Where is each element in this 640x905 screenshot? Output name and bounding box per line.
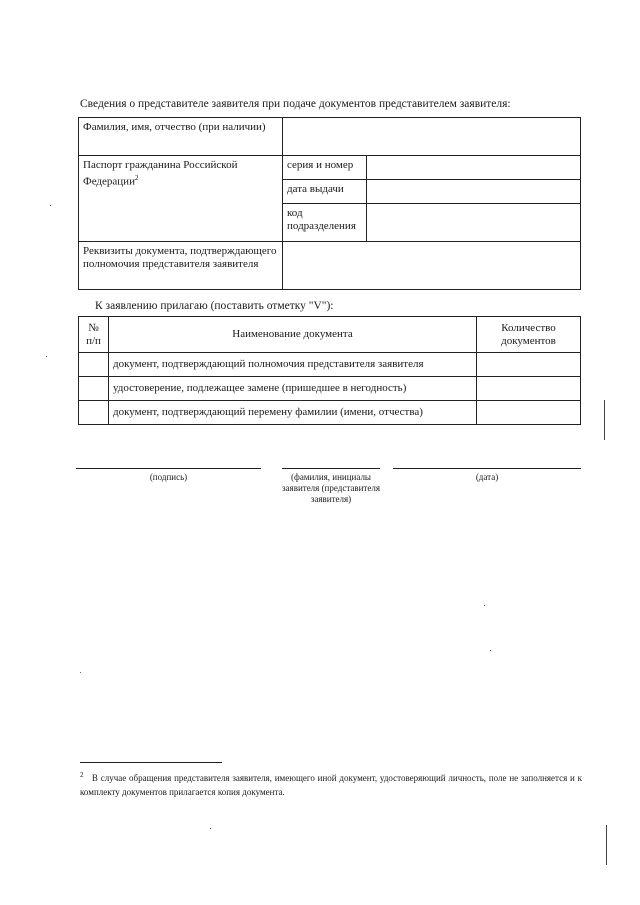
header-number: № п/п — [79, 317, 109, 353]
scan-speck — [80, 672, 81, 673]
row-2-number[interactable] — [79, 377, 109, 401]
footnote-mark: 2 — [80, 771, 84, 779]
row-3-doc-name: документ, подтверждающий перемену фамилии (имени, отчества) — [109, 401, 477, 425]
footnote — [80, 768, 582, 799]
footnote-text: В случае обращения представителя заявителя, имеющего иной документ, удостоверяющий личность, поле не заполняется и к комплекту документов прилагается копия документа. — [80, 773, 583, 797]
row-1-doc-name: документ, подтверждающий полномочия представителя заявителя — [109, 353, 477, 377]
scan-speck — [490, 650, 491, 651]
section-heading: Сведения о представителе заявителя при подаче документов представителем заявителя: — [80, 98, 511, 110]
footnote-separator — [80, 762, 222, 763]
header-doc-name: Наименование документа — [109, 317, 477, 353]
row-1-number[interactable] — [79, 353, 109, 377]
passport-label: Паспорт гражданина Российской Федерации — [83, 159, 238, 188]
attach-instruction: К заявлению прилагаю (поставить отметку "V"): — [95, 300, 334, 312]
signature-caption: (подпись) — [149, 472, 188, 482]
fio-label: Фамилия, имя, отчество (при наличии) — [79, 118, 283, 156]
scan-speck — [50, 205, 51, 206]
date-caption: (дата) — [475, 472, 499, 482]
series-field[interactable] — [367, 156, 581, 180]
row-1-quantity[interactable] — [477, 353, 581, 377]
scan-mark — [604, 400, 605, 440]
header-quantity: Количество документов — [477, 317, 581, 353]
authority-doc-label: Реквизиты документа, подтверждающего полномочия представителя заявителя — [79, 242, 283, 290]
passport-label-cell — [79, 156, 283, 242]
scan-speck — [210, 828, 211, 829]
row-3-quantity[interactable] — [477, 401, 581, 425]
dept-code-field[interactable] — [367, 204, 581, 242]
representative-table — [78, 117, 581, 290]
date-line[interactable] — [393, 468, 581, 469]
scan-speck — [484, 605, 485, 606]
authority-doc-field[interactable] — [283, 242, 581, 290]
row-2-quantity[interactable] — [477, 377, 581, 401]
documents-table — [78, 316, 581, 425]
issue-date-label: дата выдачи — [283, 180, 367, 204]
passport-footnote-mark: 2 — [134, 174, 139, 182]
row-2-doc-name: удостоверение, подлежащее замене (пришедшее в негодность) — [109, 377, 477, 401]
fio-field[interactable] — [283, 118, 581, 156]
scan-mark — [606, 825, 607, 865]
name-line[interactable] — [282, 468, 380, 469]
series-label: серия и номер — [283, 156, 367, 180]
signature-line[interactable] — [76, 468, 261, 469]
dept-code-label: код подразделения — [283, 204, 367, 242]
name-caption: (фамилия, инициалы заявителя (представителя заявителя) — [282, 472, 380, 504]
row-3-number[interactable] — [79, 401, 109, 425]
scan-speck — [46, 356, 47, 357]
issue-date-field[interactable] — [367, 180, 581, 204]
